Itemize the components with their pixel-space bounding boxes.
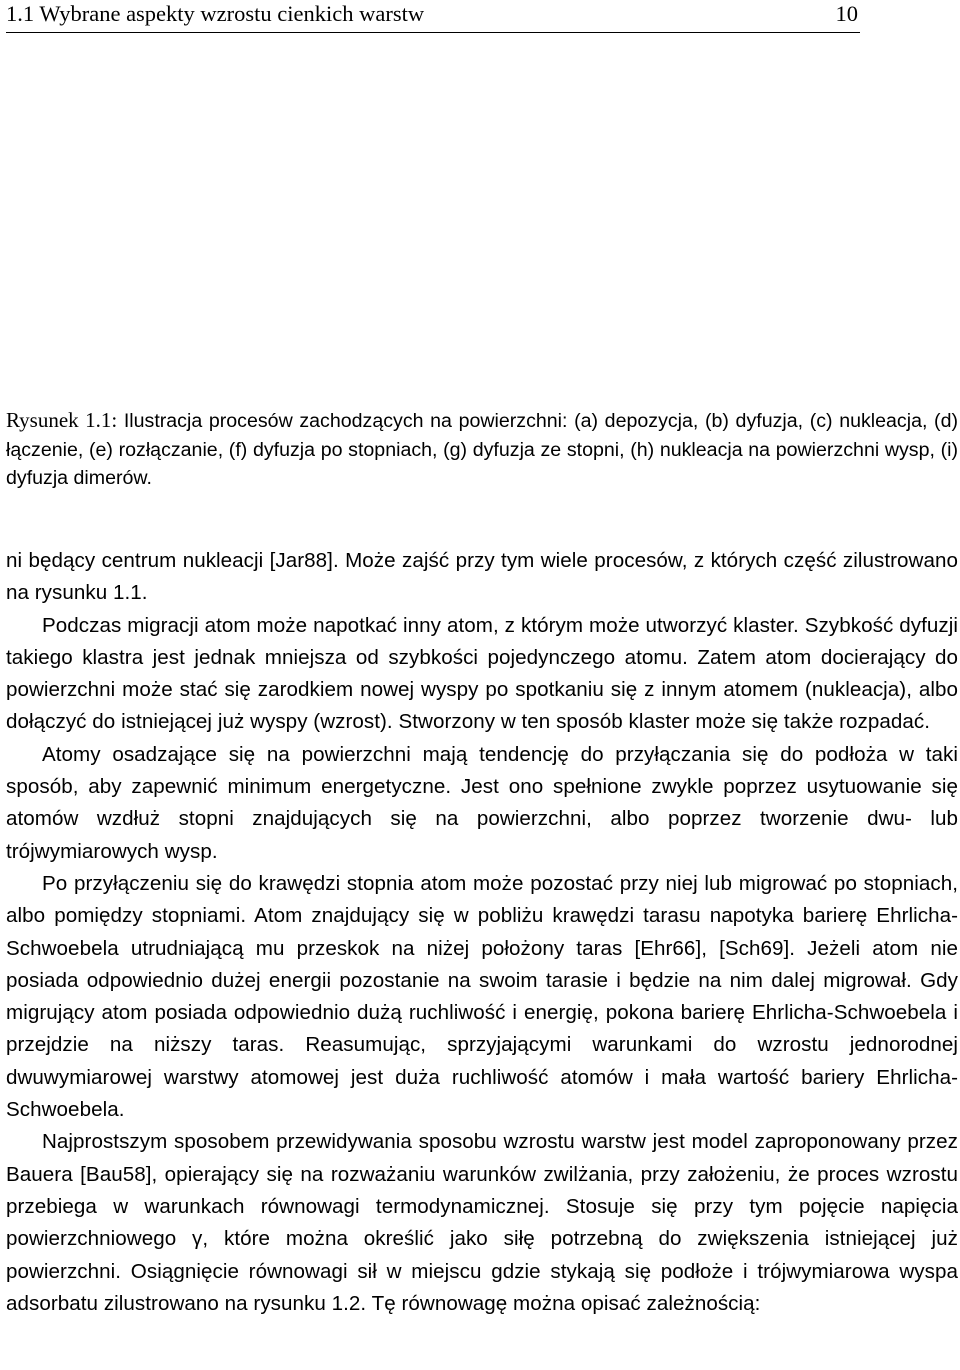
paragraph-step-edge: Po przyłączeniu się do krawędzi stopnia atom może pozostać przy niej lub migrować po stopniach, albo pomiędzy stopniami. Atom znajdujący się w pobliżu krawędzi tarasu napotyka barierę Ehrlicha-Schwoebela utrudniającą mu przeskok na niżej położony taras [Ehr66], [Sch69]. Jeżeli atom nie posiada odpowiednio dużej energii pozostanie na swoim tarasie i będzie na nim dalej migrował. Gdy migrujący atom posiada odpowiednio dużą ruchliwość i energię, pokona barierę Ehrlicha-Schwoebela i przejdzie na niższy taras. Reasumując, sprzyjającymi warunkami do wzrostu jednorodnej dwuwymiarowej warstwy atomowej jest duża ruchliwość atomów i mała wartość bariery Ehrlicha-Schwoebela. (6, 871, 958, 1122)
caption-label: Rysunek 1.1: (6, 408, 118, 432)
running-header (6, 0, 860, 33)
paragraph-migration: Podczas migracji atom może napotkać inny atom, z którym może utworzyć klaster. Szybkość dyfuzji takiego klastra jest jednak mniejsza od szybkości pojedynczego atomu. Zatem atom docierający do powierzchni może stać się zarodkiem nowej wyspy po spotkaniu się z innym atomem (nukleacja), albo dołączyć do istniejącej już wyspy (wzrost). Stworzony w ten sposób klaster może się także rozpadać. (6, 613, 958, 734)
caption-text: Ilustracja procesów zachodzących na powierzchni: (a) depozycja, (b) dyfuzja, (c) nukleacja, (d) łączenie, (e) rozłączanie, (f) dyfuzja po stopniach, (g) dyfuzja ze stopni, (h) nukleacja na powierzchni wysp, (i) dyfuzja dimerów. (6, 410, 958, 489)
figure-placeholder (6, 40, 860, 390)
section-title: 1.1 Wybrane aspekty wzrostu cienkich warstw (6, 1, 425, 26)
paragraph-continuation: ni będący centrum nukleacji [Jar88]. Może zajść przy tym wiele procesów, z których część zilustrowano na rysunku 1.1. (6, 549, 958, 605)
paragraph-adsorption: Atomy osadzające się na powierzchni mają tendencję do przyłączania się do podłoża w taki sposób, aby zapewnić minimum energetyczne. Jest ono spełnione zwykle poprzez usytuowanie się atomów wzdłuż stopni znajdujących się na powierzchni, albo poprzez tworzenie dwu- lub trójwymiarowych wysp. (6, 742, 958, 863)
figure-caption (6, 406, 958, 493)
page-number: 10 (835, 1, 858, 26)
body-text (6, 545, 958, 1320)
paragraph-bauer-model: Najprostszym sposobem przewidywania sposobu wzrostu warstw jest model zaproponowany przez Bauera [Bau58], opierający się na rozważaniu warunków zwilżania, przy założeniu, że proces wzrostu przebiega w warunkach równowagi termodynamicznej. Stosuje się przy tym pojęcie napięcia powierzchniowego γ, które można określić jako siłę potrzebną do zwiększenia istniejącej już powierzchni. Osiągnięcie równowagi sił w miejscu gdzie stykają się podłoże i trójwymiarowa wyspa adsorbatu zilustrowano na rysunku 1.2. Tę równowagę można opisać zależnością: (6, 1130, 958, 1315)
